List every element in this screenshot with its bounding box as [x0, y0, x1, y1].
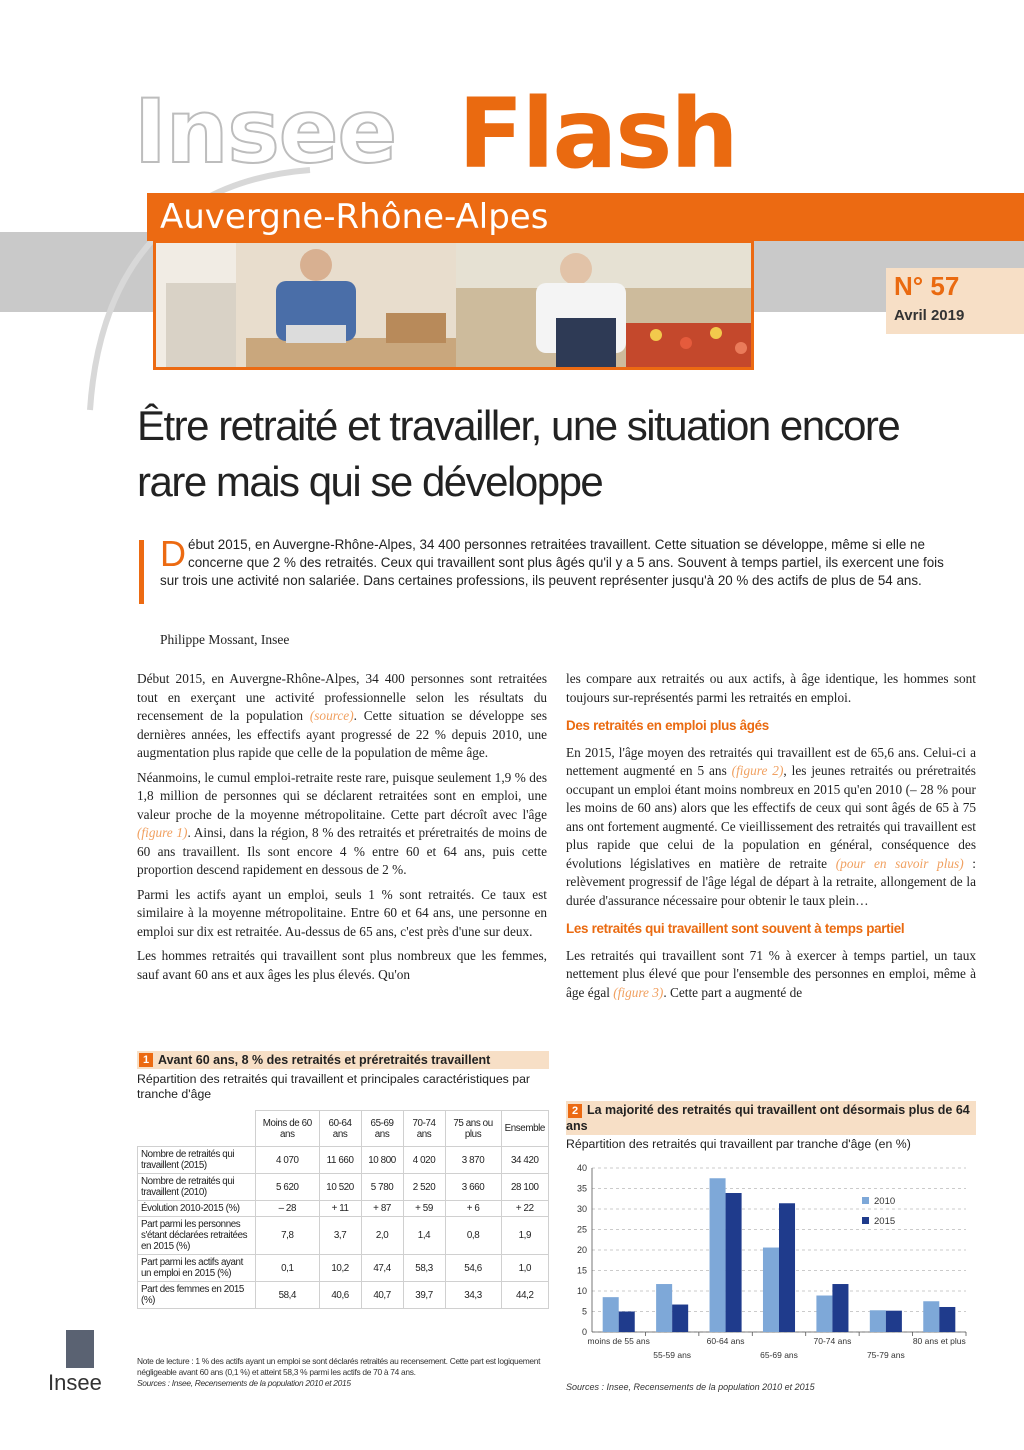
row-label: Nombre de retraités qui travaillent (2015)	[138, 1147, 256, 1174]
paragraph: Les hommes retraités qui travaillent sont plus nombreux que les femmes, sauf avant 60 ans et aux âges les plus élevés. Qu'on	[137, 948, 547, 982]
bar-2015-4	[832, 1284, 848, 1332]
figure1-source: Sources : Insee, Recensements de la population 2010 et 2015	[137, 1378, 351, 1388]
paragraph	[137, 769, 547, 880]
x-tick-label: moins de 55 ans	[587, 1336, 650, 1346]
paragraph-text: . Cette part a augmenté de	[663, 984, 803, 1000]
y-tick-label: 5	[581, 1306, 587, 1317]
table-cell: 54,6	[445, 1255, 501, 1282]
table-cell: 40,6	[319, 1282, 361, 1309]
paragraph-text: . Cette situation se développe ses dernières années, les effectifs ayant progressé de 22 % depuis 2010, une augmentation plus rapide que celle de la population de même âge.	[137, 708, 547, 760]
issue-box	[886, 268, 1024, 334]
insee-logo-mark	[66, 1330, 94, 1368]
table-cell: 1,0	[501, 1255, 548, 1282]
row-label: Évolution 2010-2015 (%)	[138, 1201, 256, 1217]
y-tick-label: 35	[576, 1183, 587, 1194]
table-cell: 2 520	[403, 1174, 445, 1201]
row-label: Part des femmes en 2015 (%)	[138, 1282, 256, 1309]
x-tick-label: 80 ans et plus	[912, 1336, 966, 1346]
bar-2010-5	[870, 1310, 886, 1332]
paragraph-text: En 2015, l'âge moyen des retraités qui travaillent est de 65,6 ans. Celui-ci a nettement augmenté en 5 ans	[566, 744, 976, 778]
table-cell: 3 660	[445, 1174, 501, 1201]
table-row	[138, 1255, 549, 1282]
page-title: Être retraité et travailler, une situation encore rare mais qui se développe	[137, 402, 900, 505]
figure1-number: 1	[139, 1053, 153, 1067]
section-heading: Des retraités en emploi plus âgés	[566, 718, 769, 733]
table-cell: 10,2	[319, 1255, 361, 1282]
column-header: Moins de 60 ans	[256, 1111, 320, 1147]
table-cell: 4 070	[256, 1147, 320, 1174]
table-cell: 1,9	[501, 1217, 548, 1255]
table-cell: 1,4	[403, 1217, 445, 1255]
column-header: 60-64 ans	[319, 1111, 361, 1147]
table-cell: 0,8	[445, 1217, 501, 1255]
table-cell: + 87	[361, 1201, 403, 1217]
paragraph-text: Début 2015, en Auvergne-Rhône-Alpes, 34 400 personnes sont retraitées tout en exerçant une activité professionnelle selon les résultats du recensement de la population	[137, 671, 547, 723]
bar-2010-3	[763, 1248, 779, 1332]
legend-swatch-2015	[862, 1217, 869, 1224]
legend-label: 2015	[874, 1216, 896, 1227]
table-cell: 47,4	[361, 1255, 403, 1282]
column-header: 70-74 ans	[403, 1111, 445, 1147]
section-heading: Les retraités qui travaillent sont souvent à temps partiel	[566, 921, 905, 936]
chapeau-dropcap: D	[160, 533, 186, 574]
bar-2015-3	[779, 1203, 795, 1332]
figure2-subtitle: Répartition des retraités qui travaillent par tranche d'âge (en %)	[566, 1137, 911, 1151]
y-tick-label: 10	[576, 1286, 587, 1296]
y-tick-label: 30	[576, 1204, 587, 1214]
bar-2010-0	[603, 1297, 619, 1332]
bar-2015-2	[726, 1193, 742, 1332]
bar-2015-0	[619, 1312, 635, 1333]
column-header: 75 ans ou plus	[445, 1111, 501, 1147]
figure2-source: Sources : Insee, Recensements de la population 2010 et 2015	[566, 1382, 815, 1392]
x-tick-label: 75-79 ans	[866, 1350, 905, 1360]
table-row	[138, 1174, 549, 1201]
table-cell: 4 020	[403, 1147, 445, 1174]
y-tick-label: 15	[576, 1265, 587, 1276]
table-cell: 28 100	[501, 1174, 548, 1201]
right-column	[566, 670, 976, 1008]
figure2-link[interactable]: (figure 2)	[731, 763, 784, 778]
table-cell: 58,3	[403, 1255, 445, 1282]
figure1-link[interactable]: (figure 1)	[137, 825, 188, 840]
y-tick-label: 20	[576, 1245, 587, 1255]
chapeau-text: ébut 2015, en Auvergne-Rhône-Alpes, 34 400 personnes retraitées travaillent. Cette situation se développe, même si elle ne concerne que 2 % des retraités. Ceux qui travaillent sont plus âgés qu'il y a 5 ans. Souvent à temps partiel, ils exercent une fois sur trois une activité non salariée. Dans certaines professions, ils peuvent représenter jusqu'à 20 % des actifs de plus de 54 ans.	[160, 537, 944, 588]
region-name: Auvergne-Rhône-Alpes	[160, 197, 549, 237]
figure1-heading	[137, 1051, 549, 1069]
table-row	[138, 1201, 549, 1217]
figure2-heading	[566, 1101, 976, 1135]
legend-swatch-2010	[862, 1197, 869, 1204]
table-cell: 3 870	[445, 1147, 501, 1174]
table-cell: – 28	[256, 1201, 320, 1217]
source-link[interactable]: (source)	[309, 708, 354, 723]
table-cell: 3,7	[319, 1217, 361, 1255]
bar-2010-2	[710, 1178, 726, 1332]
table-cell: 39,7	[403, 1282, 445, 1309]
table-cell: 2,0	[361, 1217, 403, 1255]
table-corner	[138, 1111, 256, 1147]
table-row	[138, 1282, 549, 1309]
column-header: Ensemble	[501, 1111, 548, 1147]
bar-2010-6	[923, 1301, 939, 1332]
table-cell: 5 780	[361, 1174, 403, 1201]
figure1-title: Avant 60 ans, 8 % des retraités et préretraités travaillent	[158, 1053, 491, 1067]
table-cell: 7,8	[256, 1217, 320, 1255]
table-cell: 44,2	[501, 1282, 548, 1309]
issue-date: Avril 2019	[894, 306, 965, 324]
figure2-number: 2	[568, 1104, 582, 1118]
table-cell: + 6	[445, 1201, 501, 1217]
paragraph	[566, 947, 976, 1003]
figure2-chart	[566, 1158, 976, 1378]
table-row	[138, 1147, 549, 1174]
paragraph-text: : relèvement progressif de l'âge légal de départ à la retraite, allongement de la durée d'assurance nécessaire pour obtenir le taux plein…	[566, 855, 976, 908]
x-tick-label: 60-64 ans	[706, 1336, 745, 1346]
bar-2015-1	[672, 1305, 688, 1332]
table-cell: 58,4	[256, 1282, 320, 1309]
header-photo	[153, 240, 754, 370]
left-column	[137, 670, 547, 990]
figure1-table	[137, 1110, 549, 1309]
row-label: Nombre de retraités qui travaillent (2010)	[138, 1174, 256, 1201]
column-header: 65-69 ans	[361, 1111, 403, 1147]
paragraph	[137, 670, 547, 763]
insee-logo-text: Insee	[48, 1370, 102, 1395]
table-cell: + 11	[319, 1201, 361, 1217]
table-row	[138, 1217, 549, 1255]
y-tick-label: 0	[581, 1327, 587, 1337]
paragraph: Parmi les actifs ayant un emploi, seuls 1 % sont retraités. Ce taux est similaire à la moyenne métropolitaine. Entre 60 et 64 ans, une personne en emploi sur dix est retraitée. Au-dessus de 65 ans, c'est près d'une sur deux.	[137, 886, 547, 939]
author: Philippe Mossant, Insee	[160, 632, 290, 647]
table-cell: + 22	[501, 1201, 548, 1217]
figure1-note-text: Note de lecture : 1 % des actifs ayant un emploi se sont déclarés retraités au recensement. Cette part est logiquement négligeable avant 60 ans (0,1 %) et atteint 58,3 % parmi les actifs de 70 à 74 ans.	[137, 1356, 541, 1377]
pour-en-savoir-plus-link[interactable]: (pour en savoir plus)	[835, 855, 964, 871]
brand-flash: Flash	[458, 78, 737, 190]
y-tick-label: 40	[576, 1163, 587, 1173]
paragraph: les compare aux retraités ou aux actifs, à âge identique, les hommes sont toujours sur-représentés parmi les retraités en emploi.	[566, 671, 976, 705]
issue-number: N° 57	[894, 271, 960, 301]
paragraph	[566, 744, 976, 911]
bar-2010-4	[816, 1296, 832, 1332]
chapeau	[160, 533, 950, 590]
bar-2015-6	[939, 1307, 955, 1332]
brand-insee: Insee	[134, 80, 397, 183]
x-tick-label: 70-74 ans	[813, 1336, 852, 1346]
chapeau-accent-bar	[139, 540, 144, 604]
table-header-row	[138, 1111, 549, 1147]
table-cell: 11 660	[319, 1147, 361, 1174]
legend-label: 2010	[874, 1196, 896, 1207]
figure1-subtitle: Répartition des retraités qui travaillent et principales caractéristiques par tranche d'âge	[137, 1072, 531, 1101]
row-label: Part parmi les actifs ayant un emploi en 2015 (%)	[138, 1255, 256, 1282]
table-cell: 34,3	[445, 1282, 501, 1309]
table-cell: 34 420	[501, 1147, 548, 1174]
paragraph-text: , les jeunes retraités ou préretraités occupant un emploi étant moins nombreux en 2015 qu'en 2010 (– 28 % pour les moins de 60 ans) alors que les effectifs de ceux qui sont âgés de 65 à 75 ans ont fortement augmenté. Ce vieillissement des retraités qui travaillent est plus rapide que celui de la population en général, conséquence des évolutions législatives en matière de retraite	[566, 763, 976, 871]
header-photo-illustration	[156, 243, 754, 370]
x-tick-label: 55-59 ans	[653, 1350, 692, 1360]
x-tick-label: 65-69 ans	[760, 1350, 798, 1360]
table-cell: 0,1	[256, 1255, 320, 1282]
table-cell: 40,7	[361, 1282, 403, 1309]
table-cell: 10 520	[319, 1174, 361, 1201]
y-tick-label: 25	[576, 1224, 587, 1235]
figure2-title: La majorité des retraités qui travaillent ont désormais plus de 64 ans	[566, 1103, 970, 1133]
paragraph-text: Les retraités qui travaillent sont 71 % à exercer à temps partiel, un taux nettement plus élevé que pour l'ensemble des personnes en emploi, même à âge égal	[566, 947, 976, 1000]
insee-logo	[44, 1330, 116, 1398]
bar-2015-5	[886, 1311, 902, 1332]
table-cell: + 59	[403, 1201, 445, 1217]
paragraph-text: Néanmoins, le cumul emploi-retraite reste rare, puisque seulement 1,9 % des 1,8 million de personnes qui se déclarent retraitées sont en emploi, une valeur proche de la moyenne métropolitaine. Cette part décroît avec l'âge	[137, 769, 547, 822]
table-cell: 10 800	[361, 1147, 403, 1174]
bar-2010-1	[656, 1284, 672, 1332]
paragraph-text: . Ainsi, dans la région, 8 % des retraités et préretraités de moins de 60 ans travaillent. Ils sont encore 4 % entre 60 et 64 ans, puis cette proportion descend rapidement en dessous de 2 %.	[137, 825, 547, 877]
row-label: Part parmi les personnes s'étant déclarées retraitées en 2015 (%)	[138, 1217, 256, 1255]
figure1-note	[137, 1356, 549, 1389]
table-cell: 5 620	[256, 1174, 320, 1201]
figure3-link[interactable]: (figure 3)	[613, 984, 664, 1000]
